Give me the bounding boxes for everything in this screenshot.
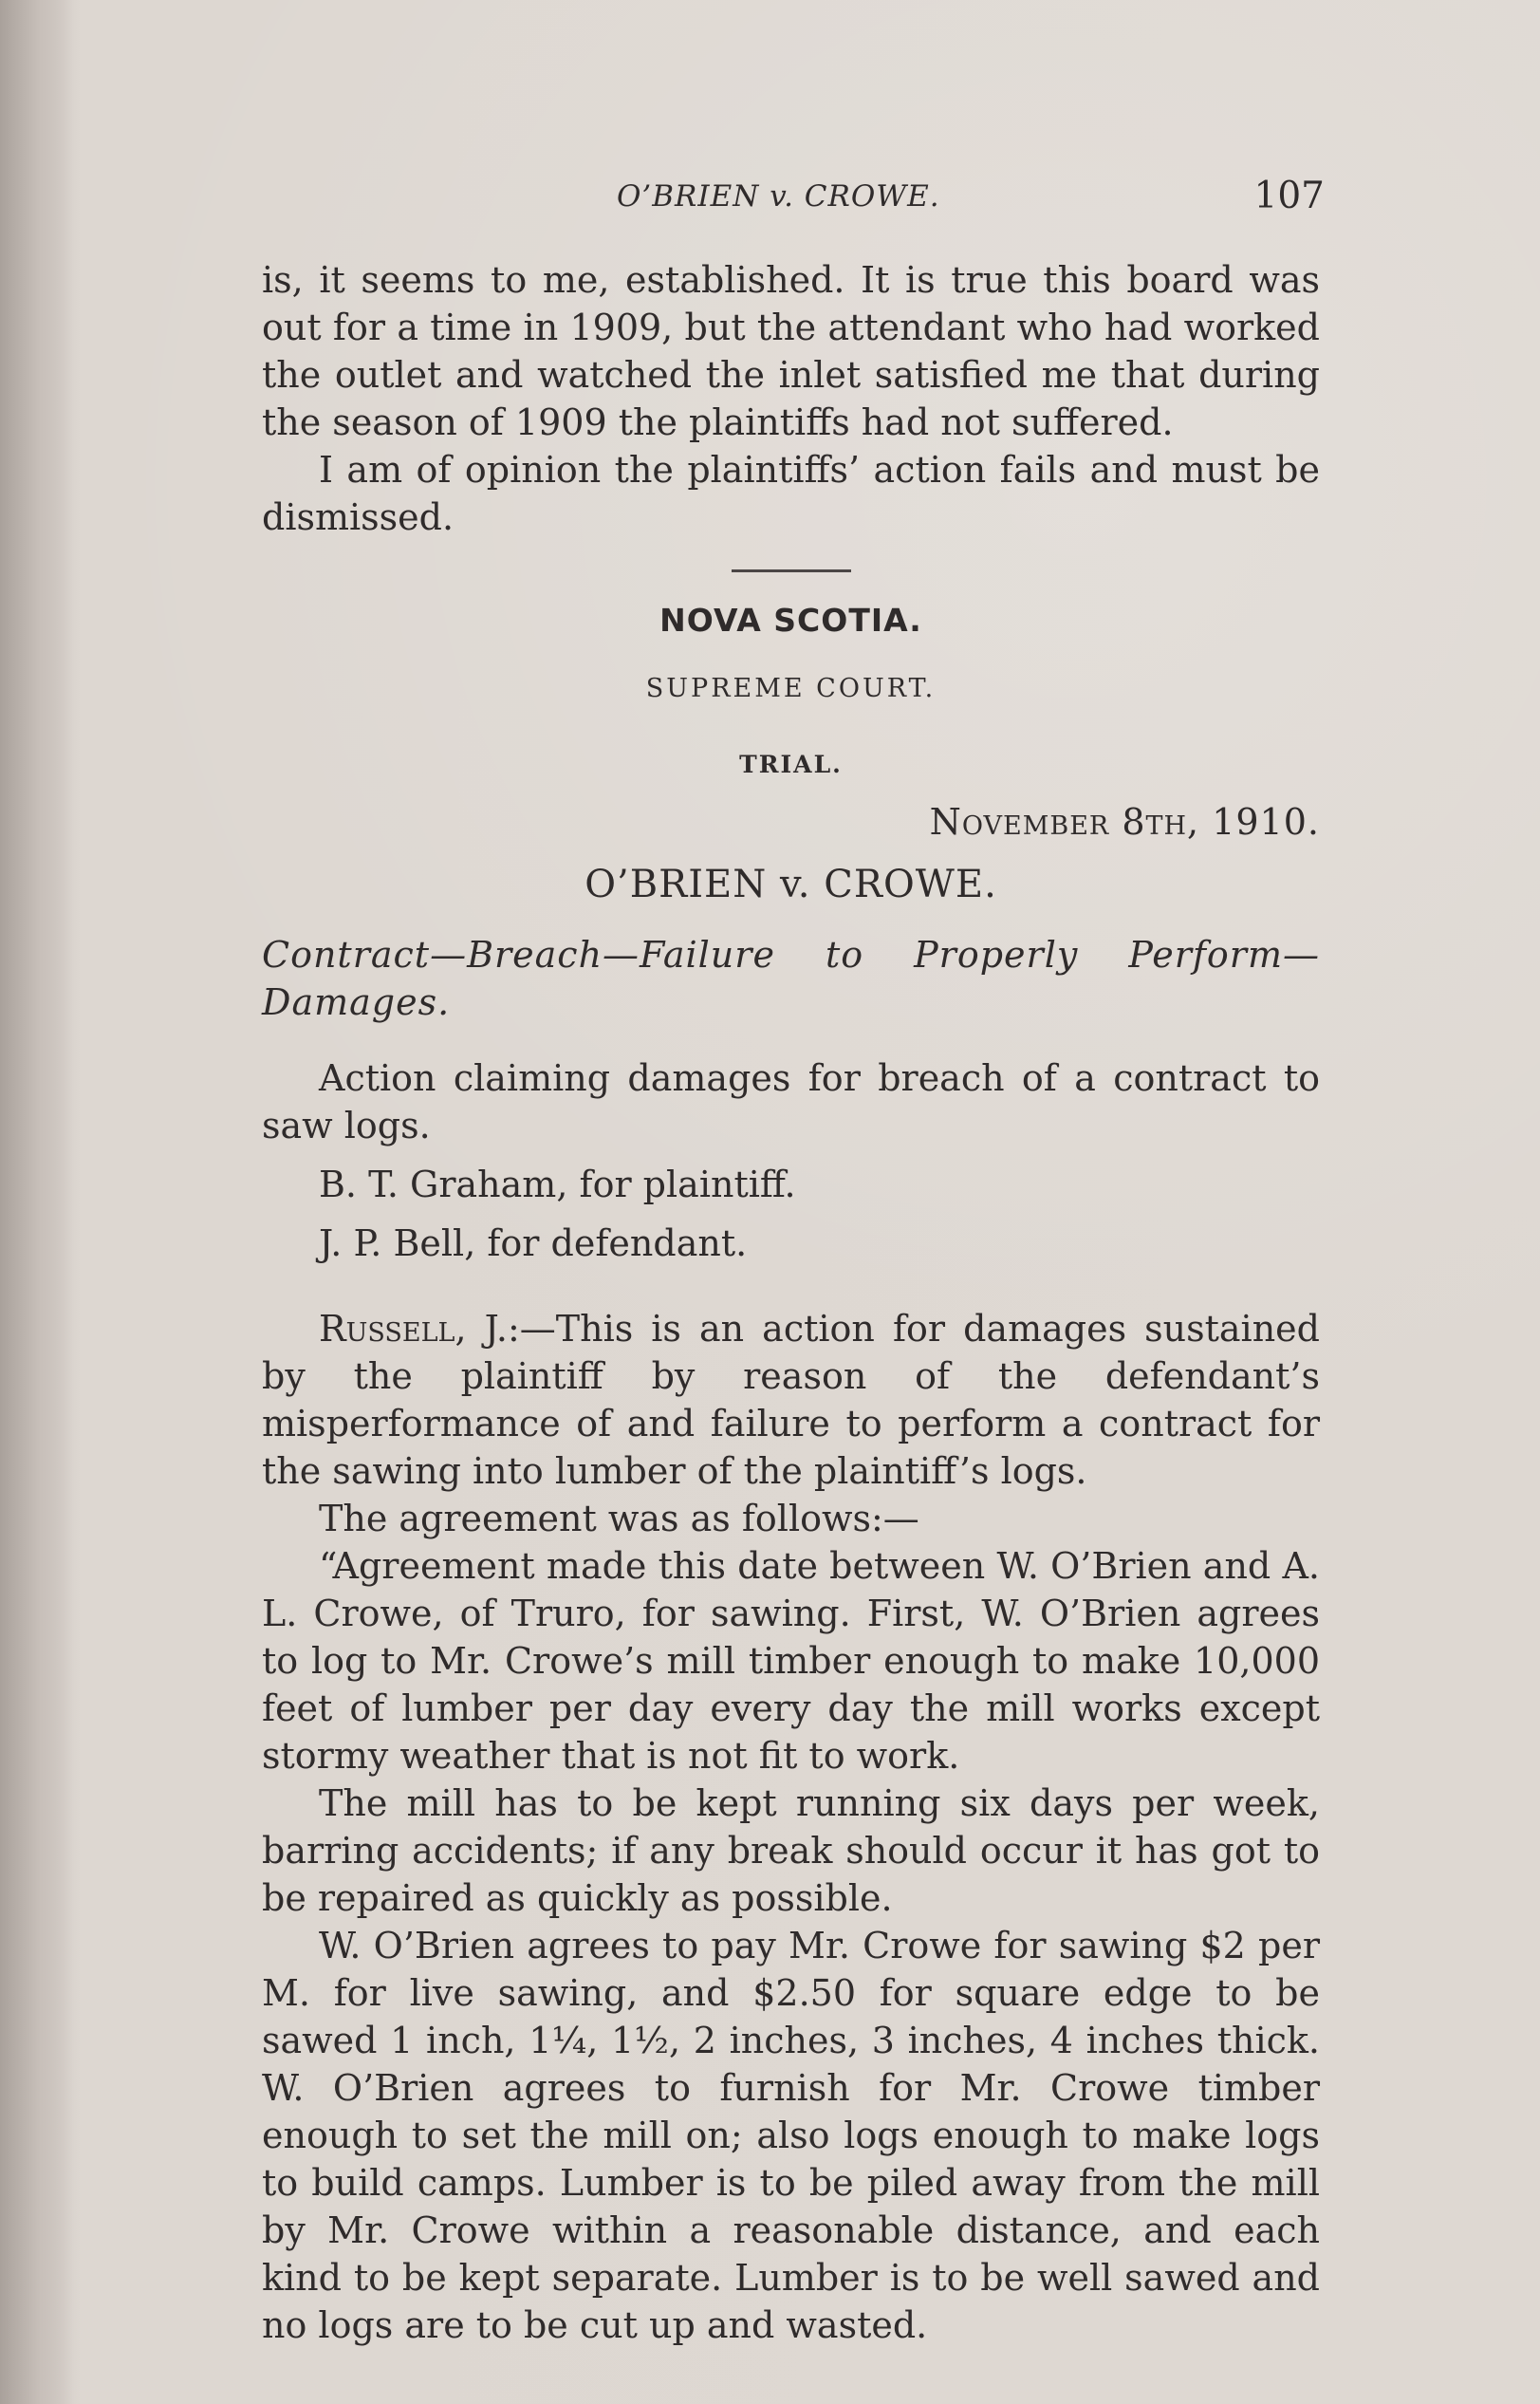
page-number: 107 xyxy=(1253,175,1325,217)
plaintiff-counsel: B. T. Graham, for plaintiff. xyxy=(319,1164,796,1205)
continued-paragraph: is, it seems to me, established. It is true this board was out for a time in 1909, but the attendant who had worked the outlet and watched the inlet satisfied me that during the season of 1909 the plaintiffs had not suffered. xyxy=(262,259,1320,443)
running-title: O’BRIEN v. CROWE. xyxy=(617,179,940,214)
opinion-conclusion: I am of opinion the plaintiffs’ action fails and must be dismissed. xyxy=(262,449,1320,538)
judgment-opening-text: :—This is an action for damages sustained by the plaintiff by reason of the defendant’s misperformance of and failure to perform a contract for the sawing into lumber of the plaintiff’s logs. xyxy=(262,1308,1320,1492)
judgment-opening xyxy=(262,1305,1320,1495)
running-head xyxy=(252,173,1325,220)
agreement-paragraph-2: The mill has to be kept running six days per week, barring accidents; if any break should occur it has got to be repaired as quickly as possible. xyxy=(262,1782,1320,1919)
case-title: O’BRIEN v. CROWE. xyxy=(584,863,997,906)
agreement-intro: The agreement was as follows:— xyxy=(319,1498,919,1539)
agreement-paragraph-3: W. O’Brien agrees to pay Mr. Crowe for sawing $2 per M. for live sawing, and $2.50 for square edge to be sawed 1 inch, 1¼, 1½, 2 inches, 3 inches, 4 inches thick. W. O’Brien agrees to furnish for Mr. Crowe timber enough to set the mill on; also logs enough to make logs to build camps. Lumber is to be piled away from the mill by Mr. Crowe within a reasonable distance, and each kind to be kept separate. Lumber is to be well sawed and no logs are to be cut up and wasted. xyxy=(262,1925,1320,2346)
judge-name: Russell, J. xyxy=(319,1308,508,1350)
page-gutter-shadow xyxy=(0,0,74,2404)
agreement-paragraph-1: “Agreement made this date between W. O’Brien and A. L. Crowe, of Truro, for sawing. First, W. O’Brien agrees to log to Mr. Crowe’s mill timber enough to make 10,000 feet of lumber per day every day the mill works except stormy weather that is not fit to work. xyxy=(262,1545,1320,1777)
headnote: Contract—Breach—Failure to Properly Perform—Damages. xyxy=(262,934,1320,1023)
jurisdiction-heading: NOVA SCOTIA. xyxy=(659,602,922,639)
case-summary: Action claiming damages for breach of a contract to saw logs. xyxy=(262,1057,1320,1146)
decision-date: November 8th, 1910. xyxy=(929,801,1320,843)
section-divider xyxy=(732,569,851,572)
court-heading: SUPREME COURT. xyxy=(645,674,937,703)
proceeding-heading: TRIAL. xyxy=(739,751,843,778)
defendant-counsel: J. P. Bell, for defendant. xyxy=(319,1222,748,1264)
text-flow xyxy=(262,256,1320,2349)
